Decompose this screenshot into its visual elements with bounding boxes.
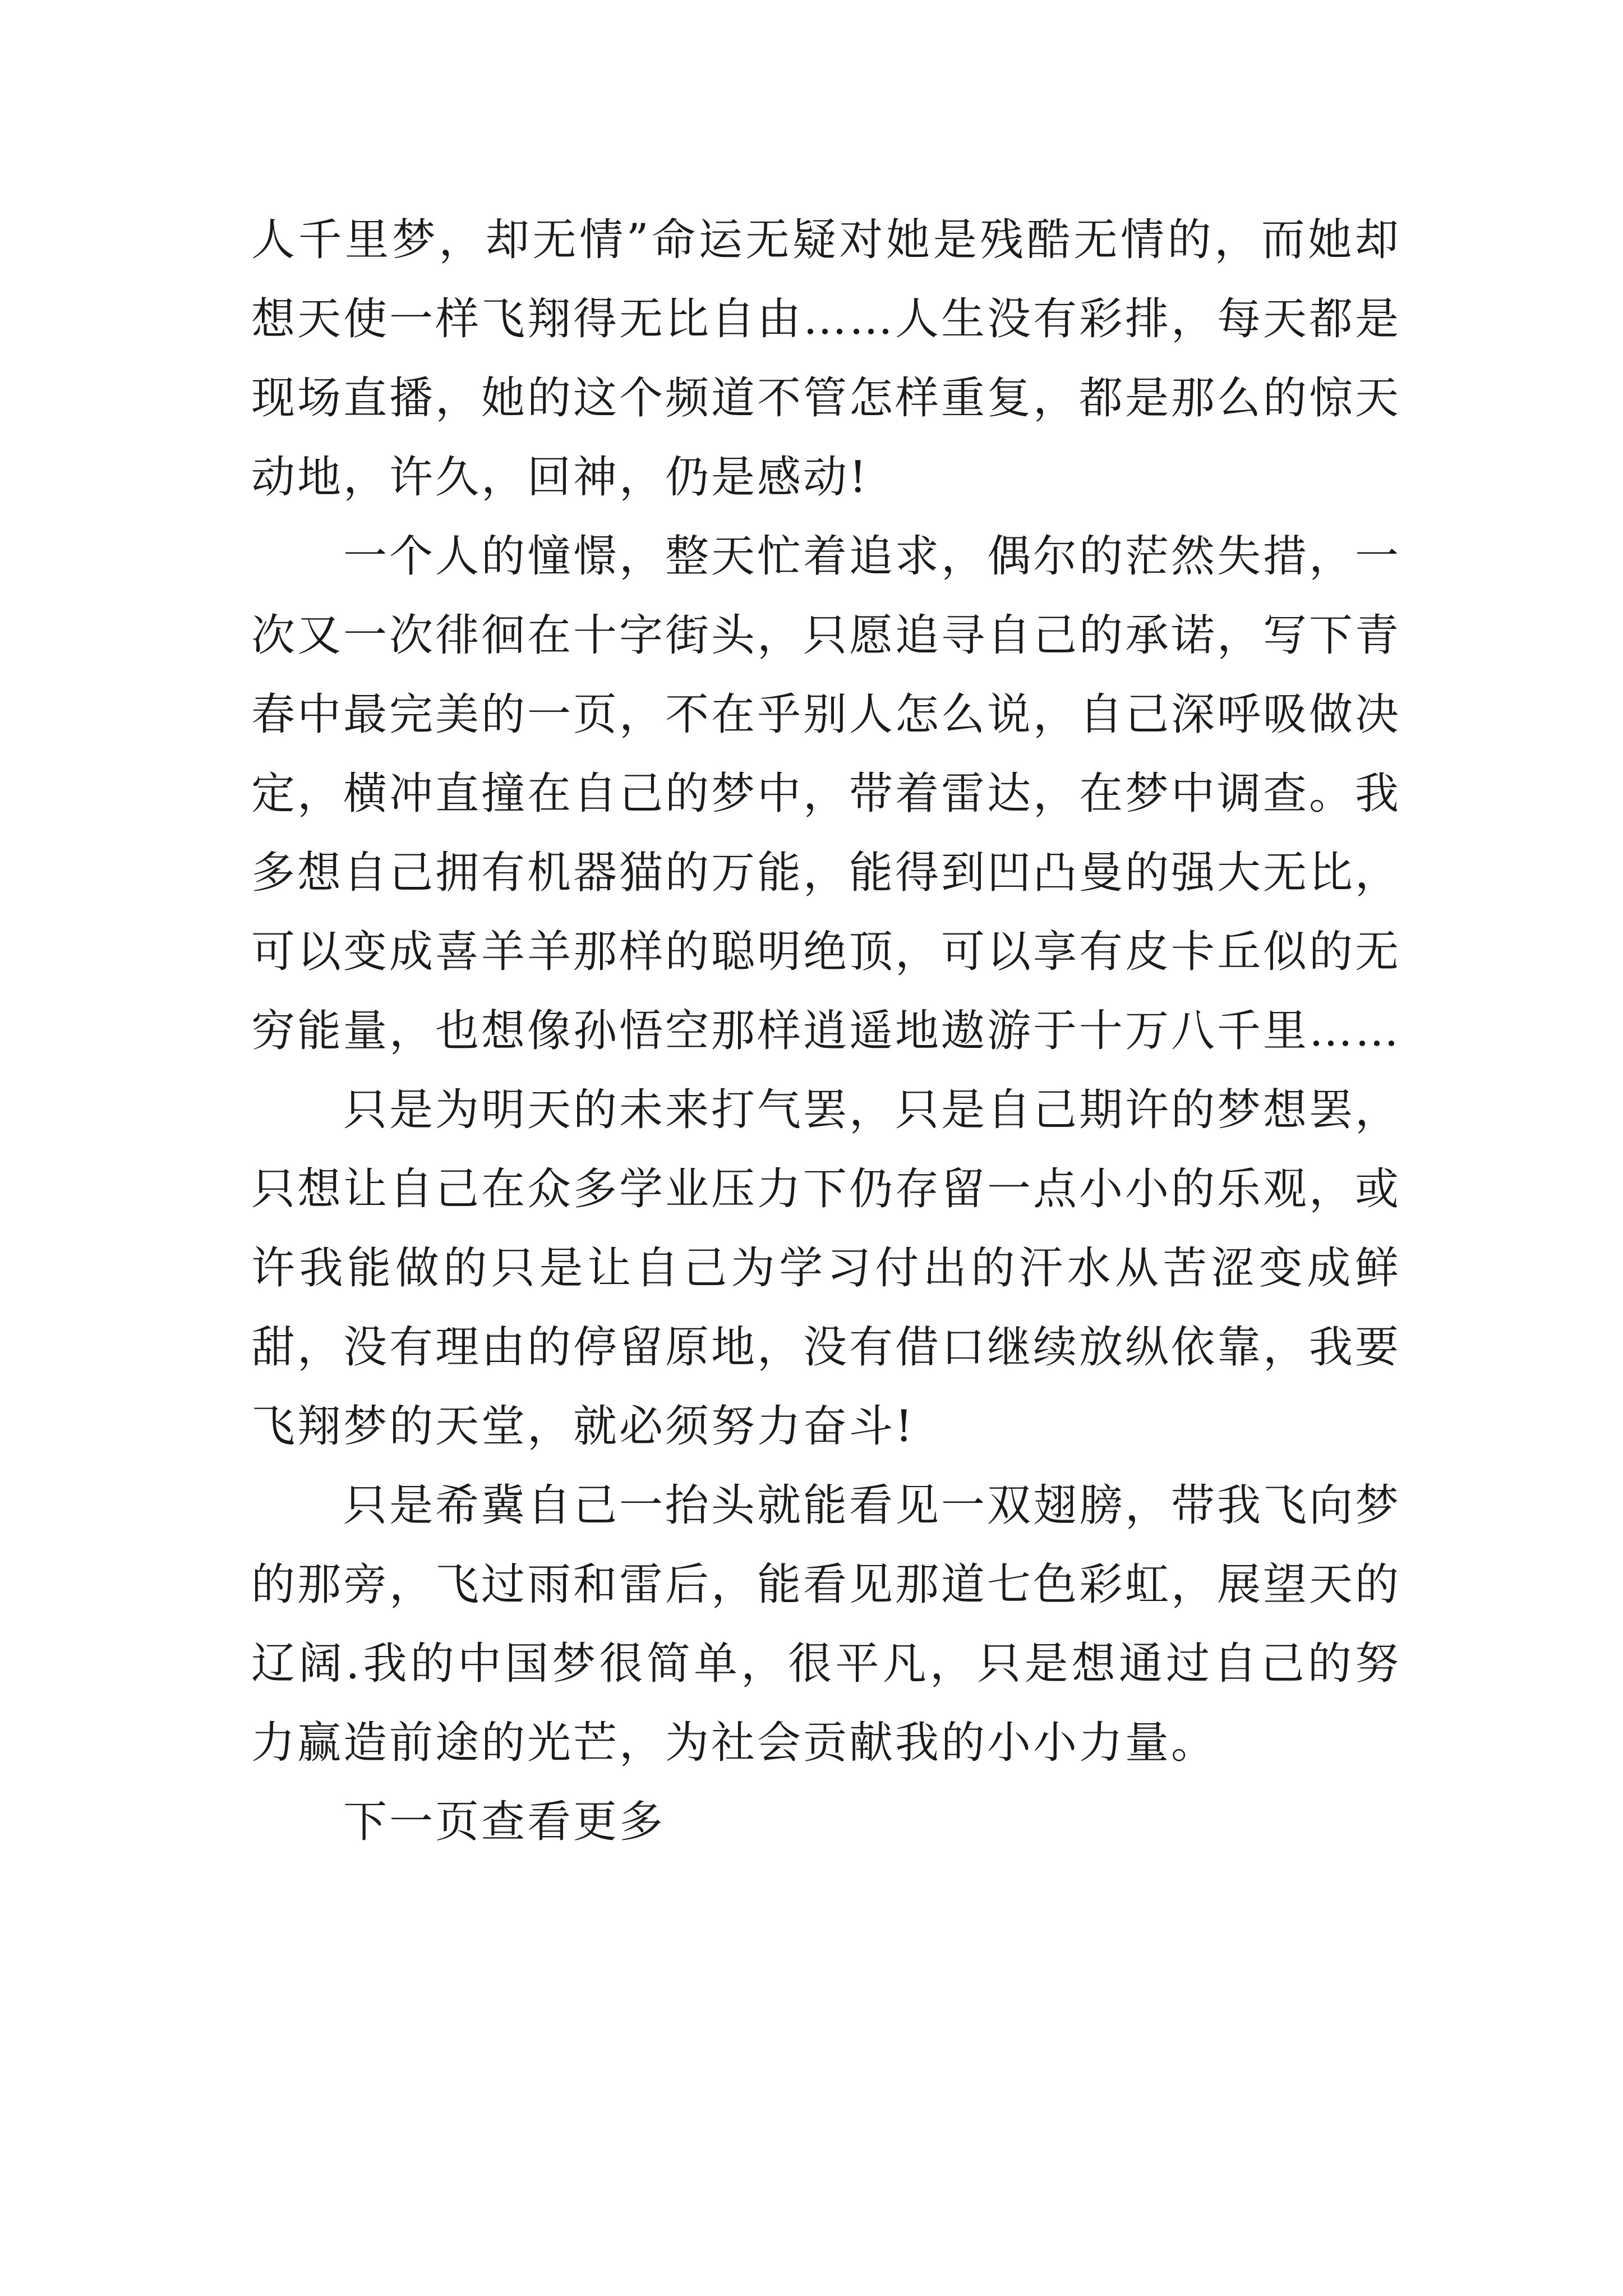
next-page-link[interactable]: 下一页查看更多 (343, 1797, 666, 1847)
document-body (251, 201, 1401, 1862)
paragraph-1: 人千里梦，却无情”命运无疑对她是残酷无情的，而她却想天使一样飞翔得无比自由……人生没有彩排，每天都是现场直播，她的这个频道不管怎样重复，都是那么的惊天动地，许久，回神，仍是感动! (251, 215, 1401, 503)
paragraph-3: 只是为明天的未来打气罢，只是自己期许的梦想罢，只想让自己在众多学业压力下仍存留一点小小的乐观，或许我能做的只是让自己为学习付出的汗水从苦涩变成鲜甜，没有理由的停留原地，没有借口继续放纵依靠，我要飞翔梦的天堂，就必须努力奋斗! (251, 1085, 1401, 1452)
paragraph-2: 一个人的憧憬，整天忙着追求，偶尔的茫然失措，一次又一次徘徊在十字街头，只愿追寻自己的承诺，写下青春中最完美的一页，不在乎别人怎么说，自己深呼吸做决定，横冲直撞在自己的梦中，带着雷达，在梦中调查。我多想自己拥有机器猫的万能，能得到凹凸曼的强大无比，可以变成喜羊羊那样的聪明绝顶，可以享有皮卡丘似的无穷能量，也想像孙悟空那样逍遥地遨游于十万八千里…… (251, 531, 1401, 1056)
paragraph-4: 只是希冀自己一抬头就能看见一双翅膀，带我飞向梦的那旁，飞过雨和雷后，能看见那道七色彩虹，展望天的辽阔.我的中国梦很简单，很平凡，只是想通过自己的努力赢造前途的光芒，为社会贡献我的小小力量。 (251, 1480, 1401, 1768)
